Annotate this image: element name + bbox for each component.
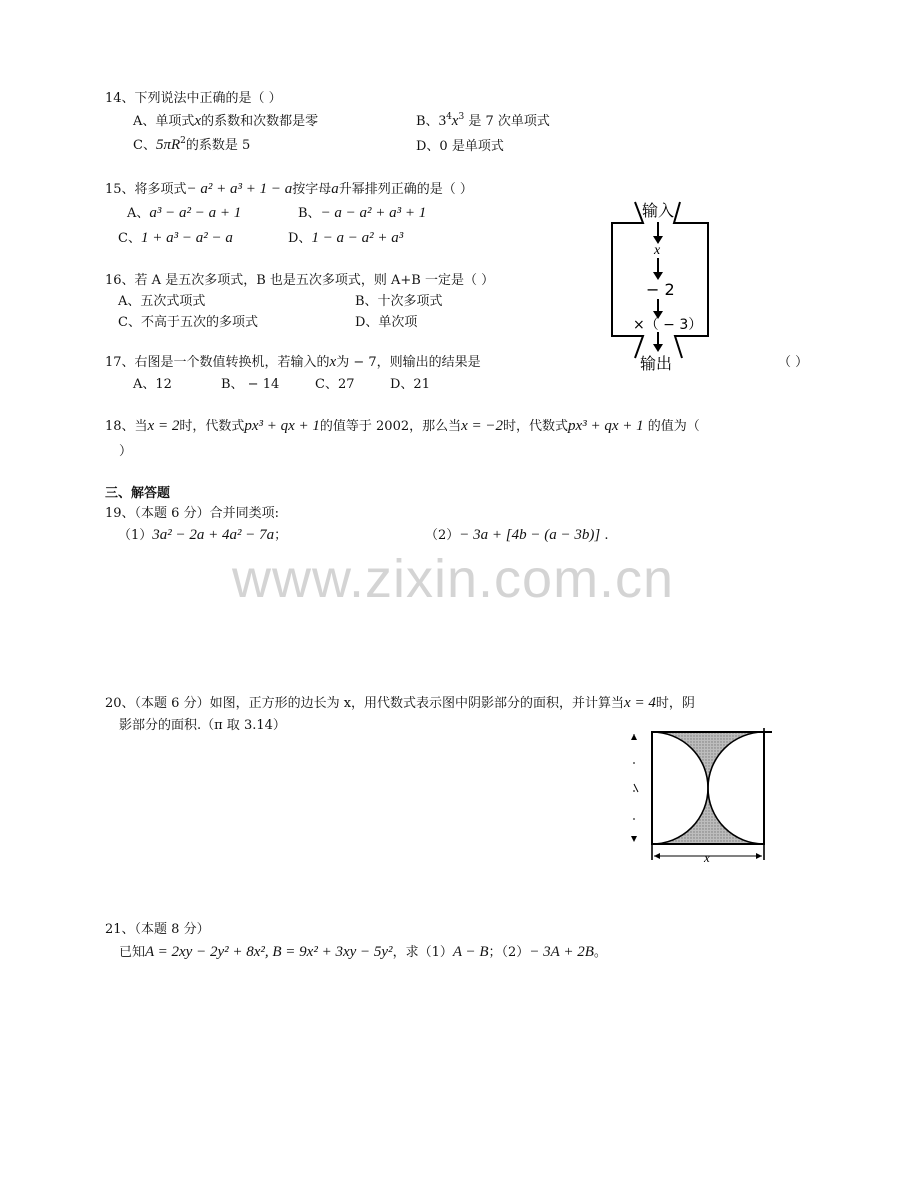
- square-side-label: x: [704, 850, 710, 865]
- q19-part1: （1）3a² − 2a + 4a² − 7a；: [118, 527, 288, 543]
- q18-stem: 18、当x = 2时，代数式px³ + qx + 1的值等于 2002，那么当x = −2时，代数式px³ + qx + 1 的值为（: [105, 418, 700, 434]
- q17-option-b: B、 − 14: [221, 377, 280, 392]
- machine-output-label: 输出: [640, 354, 673, 373]
- q16-option-c: C、不高于五次的多项式: [118, 315, 258, 330]
- machine-op1: − 2: [646, 280, 675, 299]
- q17-stem: 17、右图是一个数值转换机，若输入的x为 − 7，则输出的结果是: [105, 354, 481, 370]
- machine-input-label: 输入: [642, 201, 675, 220]
- q14-option-c: C、$5\pi R^2$的系数是 5: [133, 136, 251, 153]
- q17-option-d: D、21: [390, 377, 430, 392]
- conversion-machine-figure: [600, 196, 718, 374]
- q14-stem: 14、下列说法中正确的是（ ）: [105, 91, 282, 106]
- q15-option-b: B、− a − a² + a³ + 1: [298, 205, 427, 221]
- watermark: www.zixin.com.cn: [232, 549, 675, 609]
- q19-stem: 19、（本题 6 分）合并同类项:: [105, 506, 279, 521]
- q18-paren-close: ）: [119, 444, 133, 459]
- q15-stem: 15、将多项式− a² + a³ + 1 − a按字母a升幂排列正确的是（ ）: [105, 181, 473, 197]
- machine-op2: ×（ − 3）: [633, 317, 703, 333]
- q14-option-d: D、0 是单项式: [416, 139, 504, 154]
- q17-option-c: C、27: [315, 377, 355, 392]
- q20-line2: 影部分的面积.（π 取 3.14）: [119, 718, 286, 733]
- q20-line1: 20、（本题 6 分）如图，正方形的边长为 x，用代数式表示图中阴影部分的面积，并计算当x = 4时，阴: [105, 695, 695, 711]
- q19-part2: （2）− 3a + [4b − (a − 3b)] .: [425, 527, 609, 543]
- q21-stem: 21、（本题 8 分）: [105, 922, 210, 937]
- q16-option-a: A、五次式项式: [118, 294, 206, 309]
- q17-answer-paren: （ ）: [778, 355, 809, 370]
- q15-option-d: D、1 − a − a² + a³: [288, 230, 404, 246]
- q16-stem: 16、若 A 是五次多项式，B 也是五次多项式，则 A+B 一定是（ ）: [105, 273, 495, 288]
- q16-option-b: B、十次多项式: [355, 294, 443, 309]
- shaded-square-figure: [624, 726, 776, 868]
- q15-option-a: A、a³ − a² − a + 1: [127, 205, 242, 221]
- q15-option-c: C、1 + a³ − a² − a: [118, 230, 233, 246]
- q21-body: 已知A = 2xy − 2y² + 8x², B = 9x² + 3xy − 5y²，求（1）A − B；（2）− 3A + 2B。: [119, 944, 607, 960]
- section-heading: 三、解答题: [105, 486, 171, 501]
- q14-option-a: A、单项式x的系数和次数都是零: [133, 113, 319, 129]
- machine-x-label: x: [654, 243, 661, 258]
- q17-option-a: A、12: [133, 377, 172, 392]
- q14-option-b: B、$3^4x^3$ 是 7 次单项式: [416, 112, 550, 129]
- q16-option-d: D、单次项: [355, 315, 418, 330]
